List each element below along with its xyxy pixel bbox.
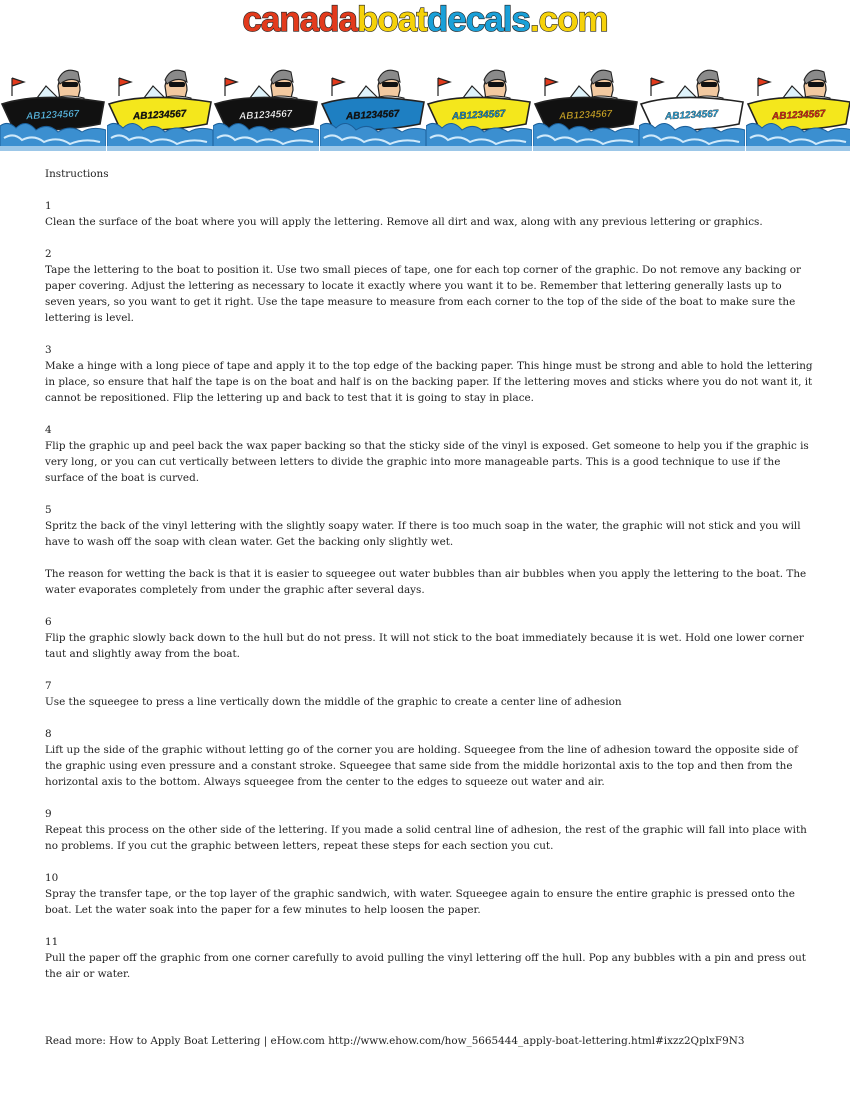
registration-number: AB1234567 [132, 108, 187, 123]
boat-illustration [107, 46, 213, 151]
step-text: Flip the graphic slowly back down to the hull but do not press. It will not stick to the boat immediately because it is wet. Hold one lower corner taut and slightly away from the boat. [45, 632, 804, 660]
registration-number: AB1234567 [451, 108, 506, 123]
step-item [45, 726, 815, 790]
step-text: Flip the graphic up and peel back the wax paper backing so that the sticky side of the vinyl is exposed. Get someone to help you if the graphic is very long, or you can cut vertically between letters to divide the graphic into more manageable parts. This is a good technique to use if the surface of the boat is curved. [45, 440, 809, 484]
logo-part-canada: canada [242, 0, 358, 39]
flag-icon [225, 78, 237, 96]
flag-icon [332, 78, 344, 96]
flag-icon [651, 78, 663, 96]
step-item [45, 198, 815, 230]
step-number: 10 [45, 872, 59, 884]
step-text: Make a hinge with a long piece of tape and apply it to the top edge of the backing paper. This hinge must be strong and able to hold the lettering in place, so ensure that half the tape is on the boat and half is on the backing paper. If the lettering moves and sticks where you do not want it, it cannot be repositioned. Flip the lettering up and back to test that it is going to stay in place. [45, 360, 813, 404]
step-number: 8 [45, 728, 52, 740]
step-item [45, 934, 815, 982]
step-text: Clean the surface of the boat where you will apply the lettering. Remove all dirt and wax, along with any previous lettering or graphics. [45, 216, 763, 228]
registration-number: AB1234567 [238, 108, 293, 123]
boat-illustration [0, 46, 106, 151]
step-number: 1 [45, 200, 52, 212]
boat-illustration [746, 46, 850, 151]
registration-number: AB1234567 [25, 108, 80, 123]
flag-icon [119, 78, 131, 96]
logo-part-boat: boat [357, 0, 427, 39]
step-number: 5 [45, 504, 52, 516]
step-item [45, 502, 815, 550]
logo-part-decals: decals [426, 0, 530, 39]
registration-number: AB1234567 [345, 108, 400, 123]
step-number: 4 [45, 424, 52, 436]
flag-icon [12, 78, 24, 96]
read-more-footer: Read more: How to Apply Boat Lettering | eHow.com http://www.ehow.com/how_5665444_apply-boat-lettering.html#ixzz2QplxF9N3 [45, 1035, 745, 1047]
boat-illustration [639, 46, 745, 151]
step-item [45, 614, 815, 662]
instructions-content [45, 166, 815, 998]
step-item [45, 246, 815, 326]
boat-illustration [213, 46, 319, 151]
flag-icon [545, 78, 557, 96]
site-logo [0, 0, 850, 42]
step-text: Spritz the back of the vinyl lettering with the slightly soapy water. If there is too much soap in the water, the graphic will not stick and you will have to wash off the soap with clean water. Get the backing only slightly wet. [45, 520, 801, 548]
step-text: Spray the transfer tape, or the top layer of the graphic sandwich, with water. Squeegee again to ensure the entire graphic is pressed onto the boat. Let the water soak into the paper for a few minutes to help loosen the paper. [45, 888, 795, 916]
boat-banner [0, 46, 850, 151]
step-text: Pull the paper off the graphic from one corner carefully to avoid pulling the vinyl lettering off the hull. Pop any bubbles with a pin and press out the air or water. [45, 952, 806, 980]
step-item [45, 422, 815, 486]
registration-number: AB1234567 [558, 108, 613, 123]
step-number: 6 [45, 616, 52, 628]
step-text: Use the squeegee to press a line vertically down the middle of the graphic to create a center line of adhesion [45, 696, 622, 708]
logo-part-com: .com [529, 0, 608, 39]
registration-number: AB1234567 [771, 108, 826, 123]
step-extra-paragraph: The reason for wetting the back is that it is easier to squeegee out water bubbles than air bubbles when you apply the lettering to the boat. The water evaporates completely from under the graphic after several days. [45, 568, 807, 596]
step-item [45, 342, 815, 406]
step-item [45, 806, 815, 854]
flag-icon [438, 78, 450, 96]
step-number: 7 [45, 680, 52, 692]
step-number: 3 [45, 344, 52, 356]
boat-illustration [320, 46, 426, 151]
step-text: Tape the lettering to the boat to position it. Use two small pieces of tape, one for each top corner of the graphic. Do not remove any backing or paper covering. Adjust the lettering as necessary to locate it exactly where you want it to be. Remember that lettering generally lasts up to seven years, so you want to get it right. Use the tape measure to measure from each corner to the top of the side of the boat to make sure the lettering is level. [45, 264, 802, 324]
step-text: Repeat this process on the other side of the lettering. If you made a solid central line of adhesion, the rest of the graphic will fall into place with no problems. If you cut the graphic between letters, repeat these steps for each section you cut. [45, 824, 807, 852]
steps-list [45, 198, 815, 982]
instructions-heading: Instructions [45, 168, 109, 180]
step-item [45, 870, 815, 918]
step-text: Lift up the side of the graphic without letting go of the corner you are holding. Squeegee from the line of adhesion toward the opposite side of the graphic using even pressure and a constant stroke. Squeegee that same side from the middle horizontal axis to the top and then from the horizontal axis to the bottom. Always squeegee from the center to the edges to squeeze out water and air. [45, 744, 798, 788]
boat-illustration [533, 46, 639, 151]
step-item [45, 678, 815, 710]
boat-illustration [426, 46, 532, 151]
step-number: 2 [45, 248, 52, 260]
step-number: 9 [45, 808, 52, 820]
flag-icon [758, 78, 770, 96]
step-number: 11 [45, 936, 59, 948]
registration-number: AB1234567 [664, 108, 719, 123]
